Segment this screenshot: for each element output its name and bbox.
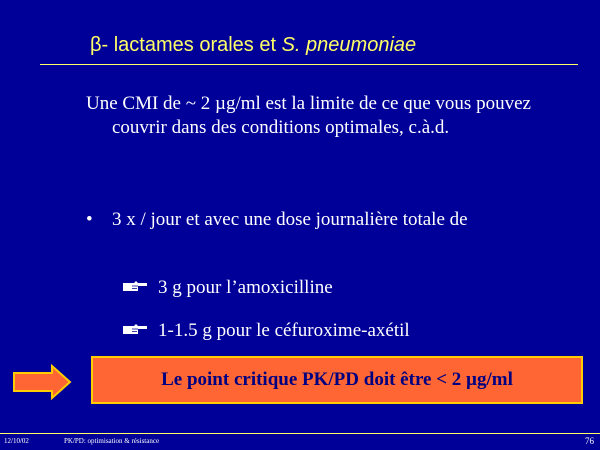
pointing-hand-icon	[122, 280, 148, 294]
footer-text: PK/PD: optimisation & résistance	[64, 437, 160, 445]
footer-divider	[0, 433, 600, 434]
title-italic-species: S. pneumoniae	[281, 34, 417, 56]
bullet-item	[86, 208, 556, 232]
intro-paragraph: Une CMI de ~ 2 µg/ml est la limite de ce que vous pouvez couvrir dans des conditions optimales, c.à.d.	[86, 93, 531, 138]
title-greek-beta: β	[90, 34, 102, 56]
sub-item-text: 3 g pour l’amoxicilline	[158, 277, 333, 298]
sub-item-cefuroxime	[122, 319, 410, 343]
right-arrow-icon	[12, 364, 72, 400]
footer-date: 12/10/02	[4, 437, 29, 445]
bullet-text: 3 x / jour et avec une dose journalière totale de	[112, 209, 468, 230]
title-main-text: - lactames orales et	[101, 34, 282, 56]
slide-title	[90, 34, 416, 57]
title-divider	[40, 64, 578, 65]
bullet-dot: •	[86, 209, 93, 230]
callout-box: Le point critique PK/PD doit être < 2 µg/ml	[91, 356, 583, 404]
slide-number: 76	[585, 436, 594, 446]
pointing-hand-icon	[122, 323, 148, 337]
sub-item-amoxicillin	[122, 276, 333, 300]
sub-item-text: 1-1.5 g pour le céfuroxime-axétil	[158, 320, 410, 341]
